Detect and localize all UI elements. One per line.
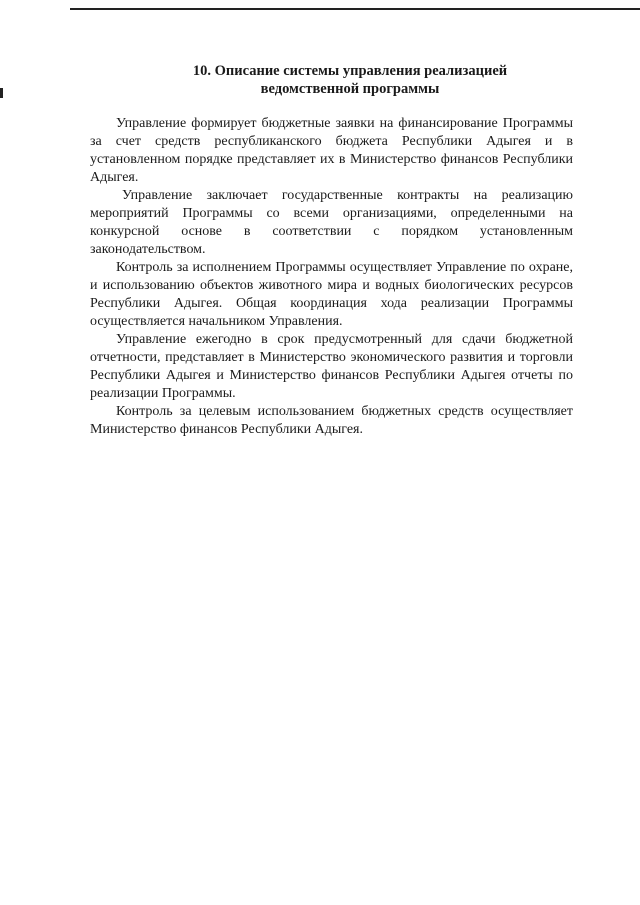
section-heading: [100, 62, 600, 98]
paragraph: Управление ежегодно в срок предусмотренный для сдачи бюджетной отчетности, представляет в Министерство экономического развития и торговли Республики Адыгея и Министерство финансов Республики Адыгея отчеты по реализации Программы.: [90, 332, 573, 401]
paragraph: Управление формирует бюджетные заявки на финансирование Программы за счет средств республиканского бюджета Республики Адыгея и в установленном порядке представляет их в Министерство финансов Республики Адыгея.: [90, 116, 573, 185]
document-body: [90, 115, 573, 439]
heading-line-1: 10. Описание системы управления реализацией: [192, 63, 508, 79]
scan-margin-mark: [0, 88, 3, 98]
paragraph: Контроль за исполнением Программы осуществляет Управление по охране, и использованию объектов животного мира и водных биологических ресурсов Республики Адыгея. Общая координация хода реализации Программы осуществляется начальником Управления.: [90, 260, 573, 329]
paragraph: Управление заключает государственные контракты на реализацию мероприятий Программы со всеми организациями, определенными на конкурсной основе в соответствии с порядком установленным законодательством.: [90, 188, 573, 257]
paragraph: Контроль за целевым использованием бюджетных средств осуществляет Министерство финансов Республики Адыгея.: [90, 404, 573, 437]
scan-edge-line: [70, 8, 640, 10]
heading-line-2: ведомственной программы: [260, 81, 440, 97]
